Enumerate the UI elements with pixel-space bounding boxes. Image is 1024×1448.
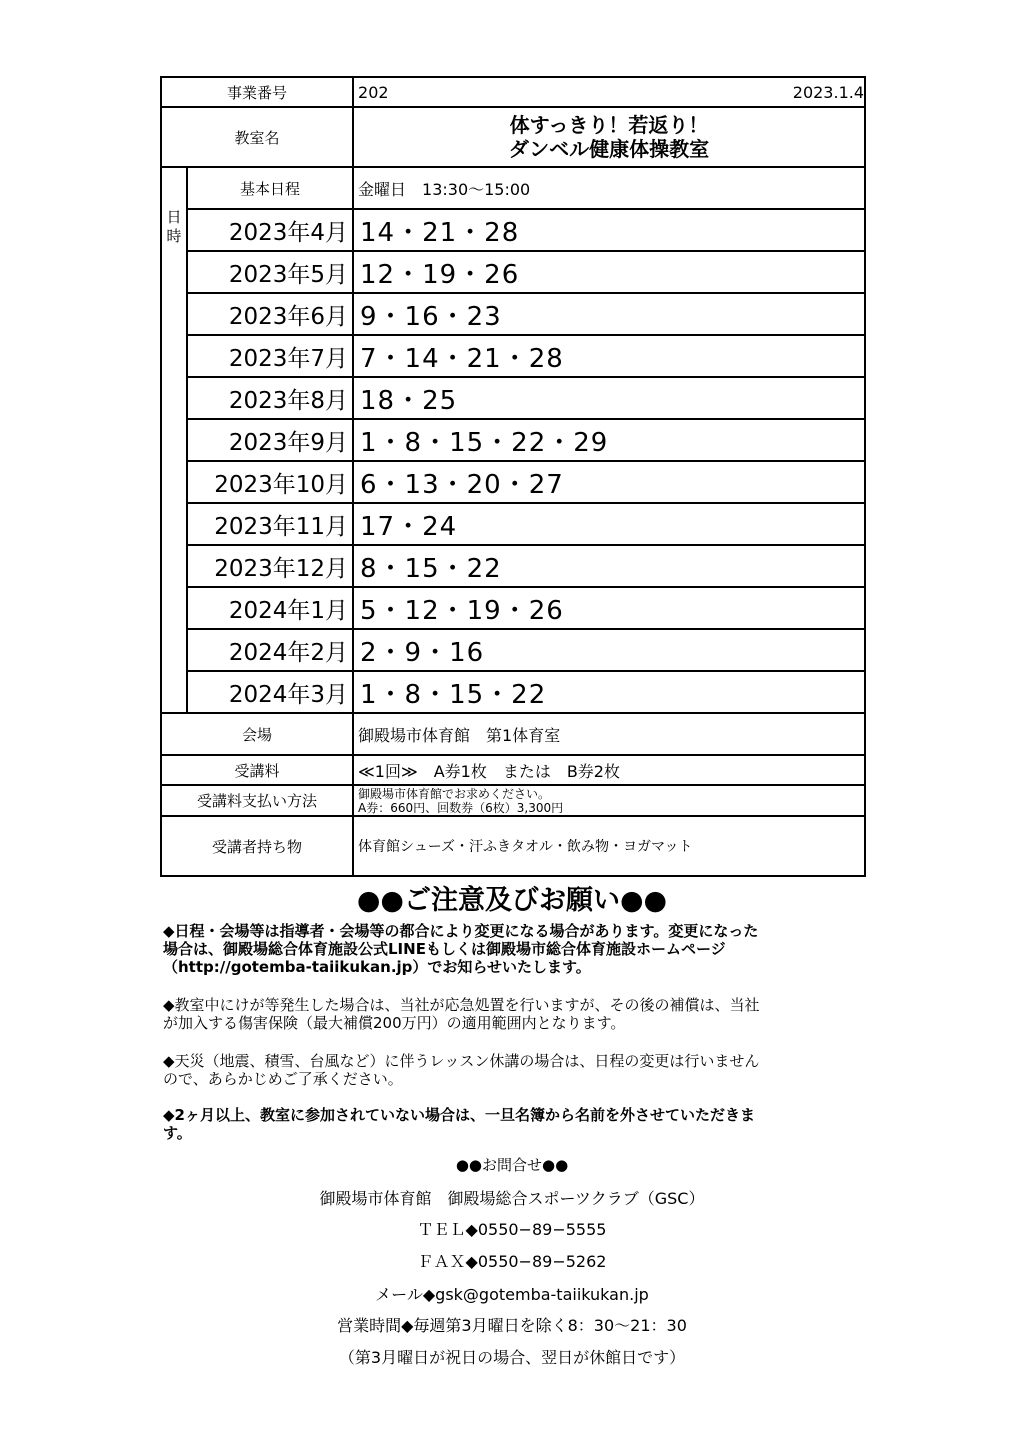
schedule-month: 2023年4月 [187,209,353,251]
created-date: 2023.1.4 [792,82,865,102]
schedule-dates: 17・24 [353,503,865,545]
schedule-month: 2024年2月 [187,629,353,671]
basic-schedule: 金曜日 13:30〜15:00 [353,167,865,209]
program-no: 202 [358,82,389,102]
class-name-line2: ダンベル健康体操教室 [508,137,710,161]
contact-heading: ●●お問合せ●● [455,1156,569,1174]
schedule-month: 2023年11月 [187,503,353,545]
fee-label: 受講料 [161,755,353,785]
class-name-label: 教室名 [161,107,353,167]
venue-label: 会場 [161,713,353,755]
payment-label: 受講料支払い方法 [161,785,353,816]
notice-line: ◆2ヶ月以上、教室に参加されていない場合は、一旦名簿から名前を外させていただきま [163,1106,755,1124]
datetime-label-1: 日 [166,208,182,226]
notice-roster [163,1106,863,1142]
contact-hours-note: （第3月曜日が祝日の場合、翌日が休館日です） [338,1348,686,1367]
notice-injury [163,996,863,1032]
schedule-month: 2024年1月 [187,587,353,629]
payment-line1: 御殿場市体育館でお求めください。 [358,786,551,801]
schedule-month: 2023年9月 [187,419,353,461]
schedule-dates: 5・12・19・26 [353,587,865,629]
schedule-dates: 8・15・22 [353,545,865,587]
notice-schedule-change [163,922,863,976]
schedule-month: 2023年7月 [187,335,353,377]
notice-line: が加入する傷害保険（最大補償200万円）の適用範囲内となります。 [163,1014,626,1032]
schedule-month: 2023年10月 [187,461,353,503]
items: 体育館シューズ・汗ふきタオル・飲み物・ヨガマット [353,816,865,876]
schedule-dates: 18・25 [353,377,865,419]
contact-tel: ＴＥＬ◆0550−89−5555 [417,1220,607,1239]
schedule-dates: 7・14・21・28 [353,335,865,377]
datetime-label-2: 時 [166,227,182,245]
schedule-month: 2023年8月 [187,377,353,419]
schedule-dates: 1・8・15・22 [353,671,865,713]
contact-mail: メール◆gsk@gotemba-taiikukan.jp [375,1285,649,1304]
schedule-dates: 9・16・23 [353,293,865,335]
notice-line: ◆日程・会場等は指導者・会場等の都合により変更になる場合があります。変更になった [163,922,759,940]
notice-line: （http://gotemba-taiikukan.jp）でお知らせいたします。 [163,958,591,976]
items-label: 受講者持ち物 [161,816,353,876]
notice-line: ◆天災（地震、積雪、台風など）に伴うレッスン休講の場合は、日程の変更は行いません [163,1052,760,1070]
contact-org: 御殿場市体育館 御殿場総合スポーツクラブ（GSC） [319,1189,705,1208]
schedule-month: 2023年12月 [187,545,353,587]
notice-disaster [163,1052,863,1088]
program-no-label: 事業番号 [161,77,353,107]
notice-line: す。 [163,1124,192,1142]
notice-line: ◆教室中にけが等発生した場合は、当社が応急処置を行いますが、その後の補償は、当社 [163,996,760,1014]
schedule-month: 2023年5月 [187,251,353,293]
contact-hours: 営業時間◆毎週第3月曜日を除く8：30〜21：30 [337,1316,687,1335]
schedule-month: 2024年3月 [187,671,353,713]
notice-line: 場合は、御殿場総合体育施設公式LINEもしくは御殿場市総合体育施設ホームページ [163,940,726,958]
class-name-line1: 体すっきり！若返り！ [509,113,709,137]
venue: 御殿場市体育館 第1体育室 [353,713,865,755]
fee: ≪1回≫ A券1枚 または B券2枚 [353,755,865,785]
program-no-cell [353,77,865,107]
basic-schedule-label: 基本日程 [187,167,353,209]
payment-line2: A券：660円、回数券（6枚）3,300円 [358,800,564,815]
datetime-label [161,167,187,713]
contact-fax: ＦＡＸ◆0550−89−5262 [417,1252,607,1271]
class-name [353,107,865,167]
notice-heading: ●●ご注意及びお願い●● [356,885,668,916]
schedule-dates: 12・19・26 [353,251,865,293]
schedule-dates: 14・21・28 [353,209,865,251]
schedule-dates: 1・8・15・22・29 [353,419,865,461]
schedule-dates: 2・9・16 [353,629,865,671]
payment-method [353,785,865,816]
schedule-dates: 6・13・20・27 [353,461,865,503]
schedule-table [160,76,866,877]
schedule-month: 2023年6月 [187,293,353,335]
notice-line: ので、あらかじめご了承ください。 [163,1070,403,1088]
